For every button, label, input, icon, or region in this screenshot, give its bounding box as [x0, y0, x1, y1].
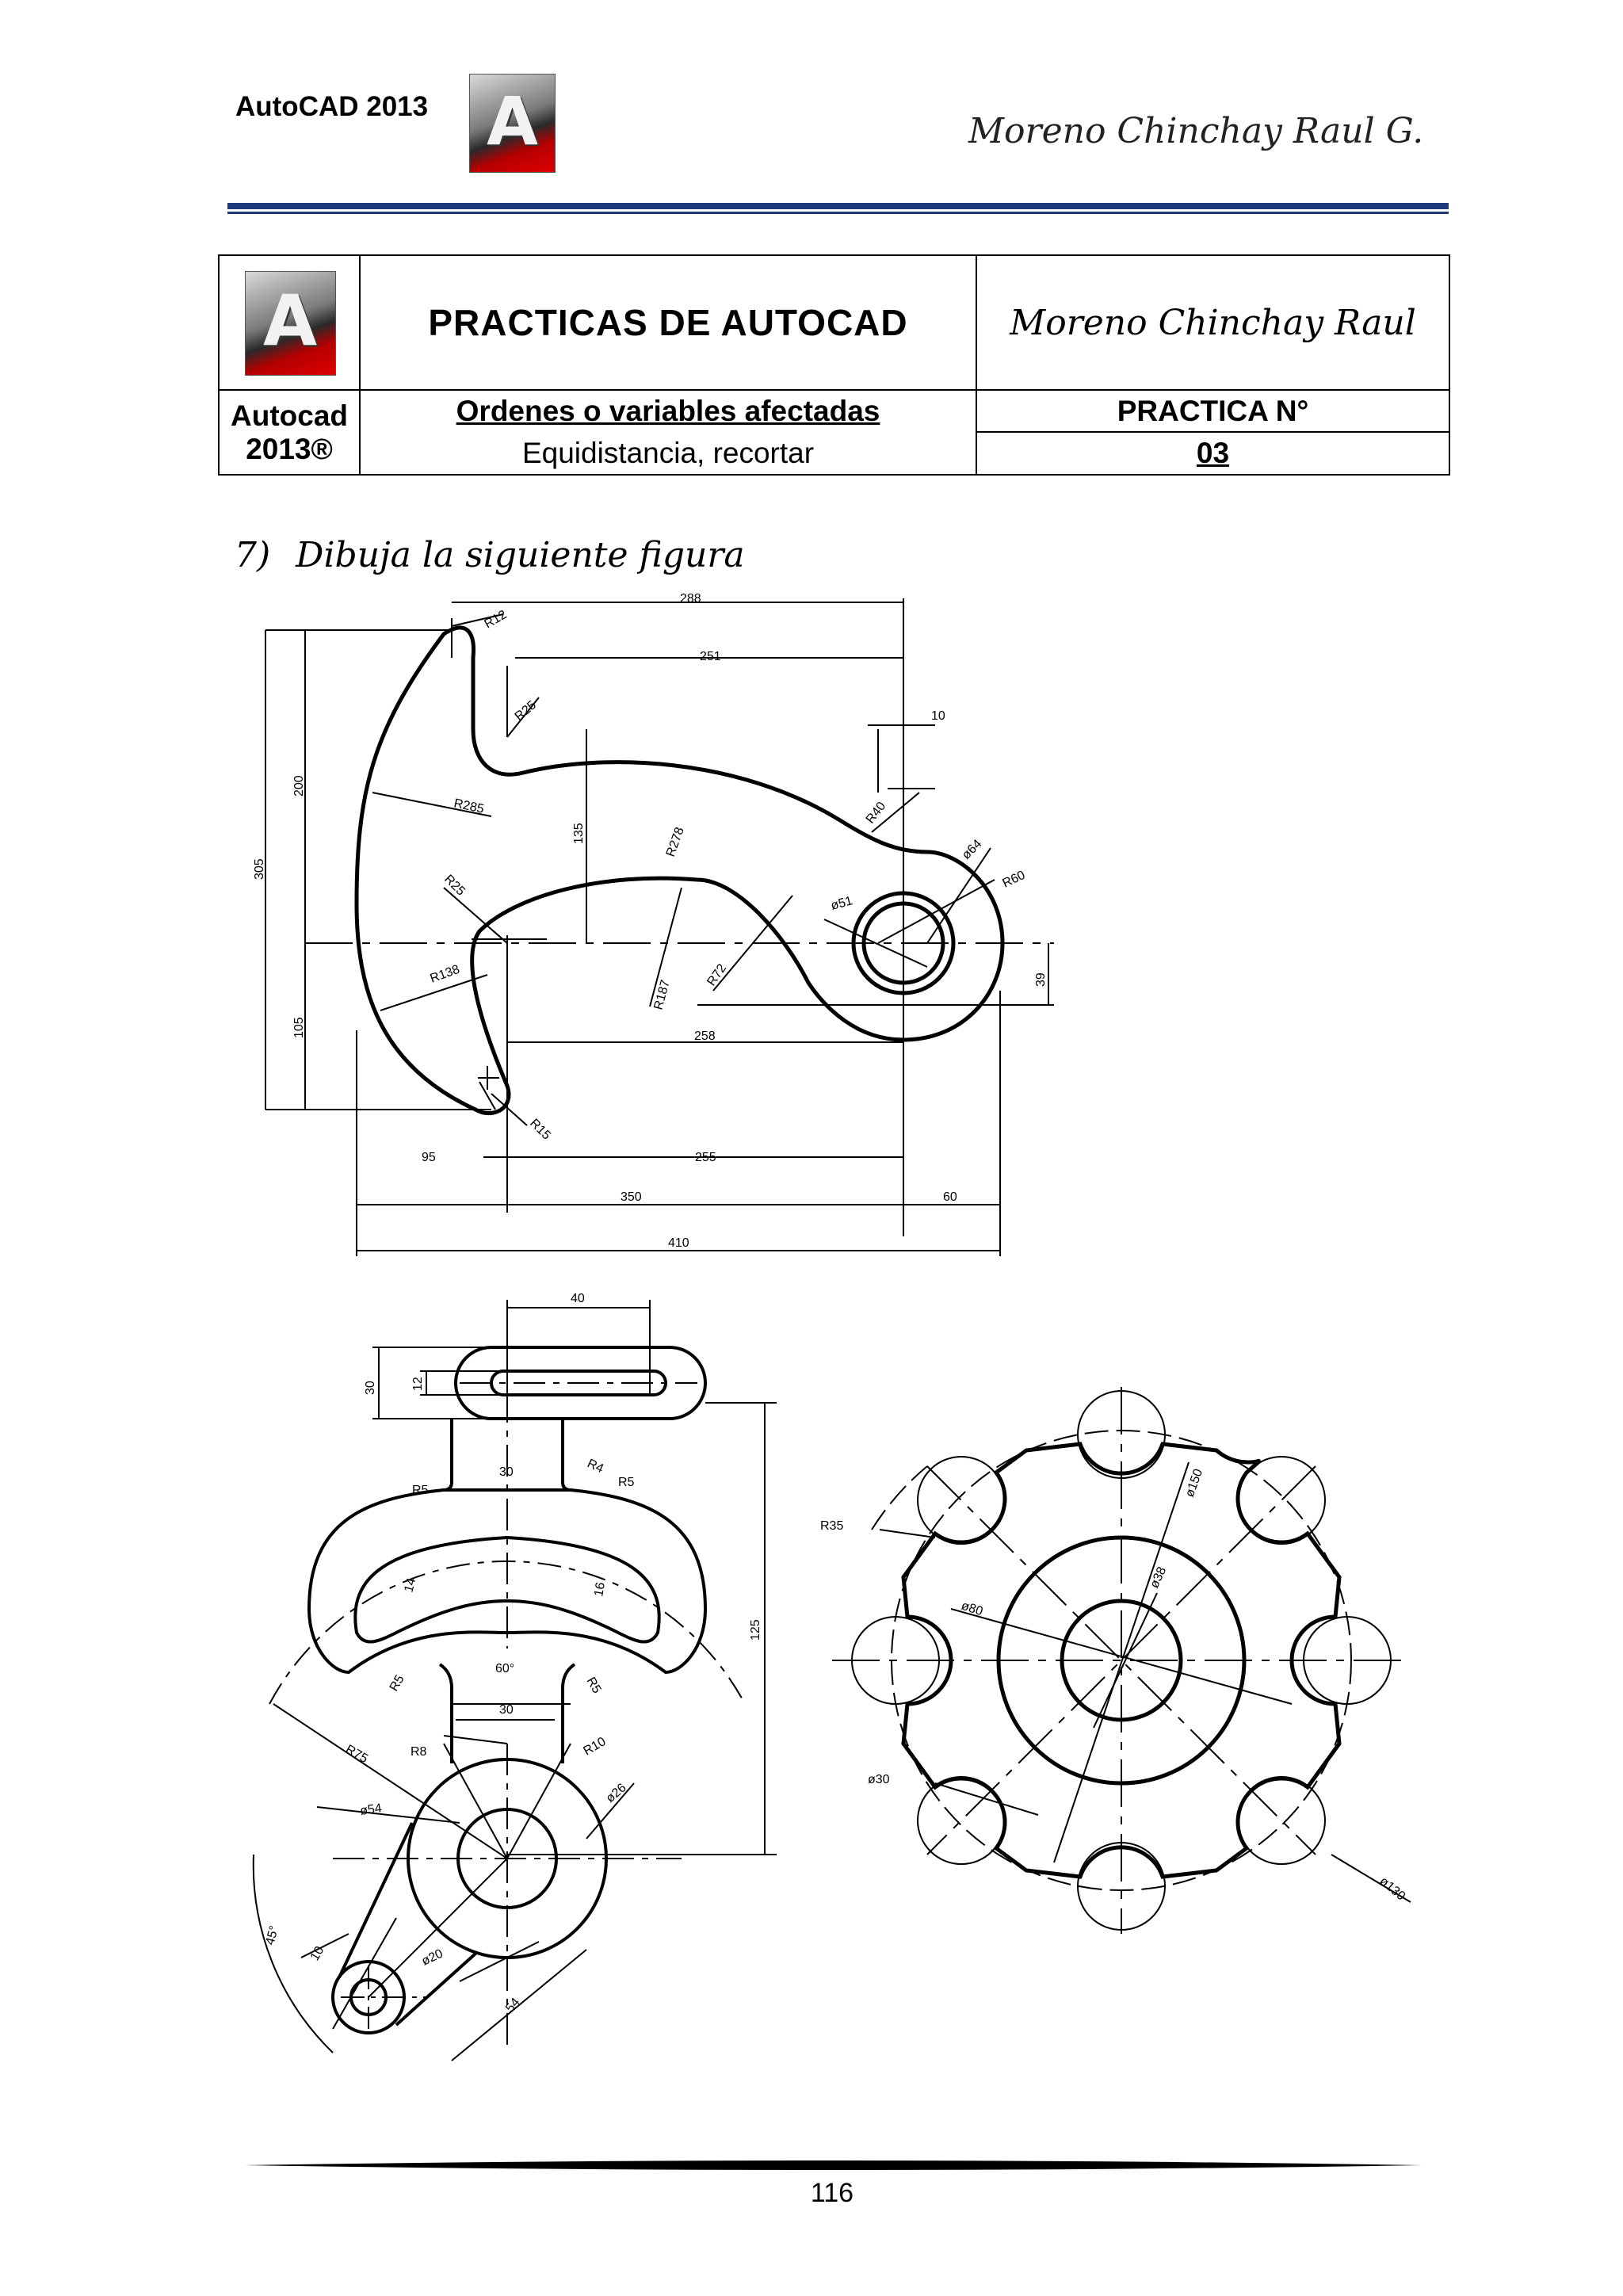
- dim-30-neck: 30: [499, 1465, 514, 1479]
- dim-r5-left: R5: [412, 1484, 429, 1497]
- dim-r40: R40: [863, 799, 889, 827]
- hook-outline: [357, 628, 1002, 1114]
- dim-d26: ø26: [603, 1781, 629, 1806]
- dim-410: 410: [668, 1236, 689, 1250]
- dim-10-arm: 10: [307, 1944, 327, 1963]
- dim-45deg: 45°: [263, 1924, 282, 1947]
- dim-39: 39: [1034, 972, 1048, 987]
- header-app-label: AutoCAD 2013: [235, 91, 429, 122]
- dim-r35: R35: [820, 1519, 844, 1533]
- dim-30-lower: 30: [499, 1703, 514, 1717]
- dim-r25-mid: R25: [441, 872, 468, 899]
- dim-d54: ø54: [359, 1801, 383, 1818]
- dim-255: 255: [695, 1151, 716, 1164]
- dim-d80: ø80: [959, 1599, 985, 1619]
- dim-d30: ø30: [868, 1773, 890, 1786]
- dim-r285: R285: [453, 797, 486, 816]
- dim-251: 251: [700, 650, 721, 663]
- practice-label: PRACTICA N°: [976, 390, 1449, 432]
- dim-d38: ø38: [1148, 1564, 1170, 1591]
- exercise-instruction: Dibuja la siguiente figura: [296, 535, 745, 575]
- dim-r5-lower-right: R5: [583, 1675, 604, 1696]
- dim-10: 10: [931, 709, 945, 723]
- dim-r12: R12: [482, 608, 510, 632]
- lever-dimension-lines: [273, 1300, 777, 2061]
- practice-title: PRACTICAS DE AUTOCAD: [360, 255, 976, 390]
- exercise-number: 7): [235, 535, 271, 575]
- dim-r138: R138: [428, 962, 462, 986]
- dim-r25-top: R25: [512, 698, 540, 724]
- dim-258: 258: [694, 1030, 716, 1043]
- dim-305: 305: [253, 858, 266, 880]
- dim-r15: R15: [527, 1116, 553, 1143]
- dim-d64: ø64: [959, 837, 985, 862]
- dim-135: 135: [572, 823, 586, 844]
- dim-60deg: 60°: [495, 1662, 515, 1675]
- dim-r8: R8: [411, 1745, 427, 1759]
- dim-350: 350: [621, 1190, 642, 1204]
- practice-number: 03: [976, 432, 1449, 475]
- figure-gear: [832, 1387, 1411, 1934]
- dim-r278: R278: [663, 825, 687, 859]
- dim-r60: R60: [1000, 868, 1028, 891]
- dim-d130: ø130: [1377, 1874, 1408, 1904]
- hook-dimension-text: [253, 592, 1048, 1250]
- dim-200: 200: [292, 775, 306, 797]
- software-name: Autocad: [231, 399, 348, 432]
- dim-125: 125: [749, 1619, 762, 1641]
- dim-r5-right: R5: [618, 1476, 635, 1489]
- gear-center-lines: [832, 1387, 1411, 1934]
- dim-40: 40: [571, 1292, 585, 1305]
- dim-95: 95: [422, 1151, 436, 1164]
- dim-12: 12: [411, 1377, 425, 1391]
- hook-dimension-lines: [265, 598, 1054, 1256]
- dim-d20: ø20: [419, 1946, 445, 1969]
- dim-r10: R10: [581, 1735, 609, 1759]
- dim-d51: ø51: [829, 894, 854, 913]
- orders-value: Equidistancia, recortar: [360, 432, 976, 475]
- dim-d150: ø150: [1182, 1467, 1206, 1499]
- dim-14: 14: [402, 1576, 419, 1595]
- orders-heading: Ordenes o variables afectadas: [360, 390, 976, 432]
- figure-lever: [254, 1300, 777, 2061]
- gear-r35-arc: [872, 1466, 927, 1530]
- dim-16: 16: [592, 1581, 609, 1598]
- autocad-logo: A: [469, 74, 556, 173]
- dim-288: 288: [680, 592, 701, 606]
- autocad-logo: A: [245, 271, 336, 376]
- dim-r75: R75: [343, 1742, 370, 1767]
- dim-r72: R72: [705, 961, 730, 989]
- practice-author: Moreno Chinchay Raul: [976, 255, 1449, 390]
- footer-rule: [245, 2160, 1423, 2170]
- dim-r4: R4: [585, 1457, 606, 1477]
- dim-60: 60: [943, 1190, 957, 1204]
- software-version: 2013®: [246, 432, 333, 465]
- page-number: 116: [810, 2178, 854, 2208]
- header-author: Moreno Chinchay Raul G.: [968, 111, 1424, 151]
- dim-30-slot: 30: [364, 1381, 377, 1395]
- dim-r5-lower-left: R5: [387, 1672, 407, 1694]
- figure-hook: [265, 598, 1054, 1256]
- dim-54: 54: [503, 1996, 523, 2015]
- dim-r187: R187: [651, 978, 673, 1012]
- dim-105: 105: [292, 1017, 306, 1038]
